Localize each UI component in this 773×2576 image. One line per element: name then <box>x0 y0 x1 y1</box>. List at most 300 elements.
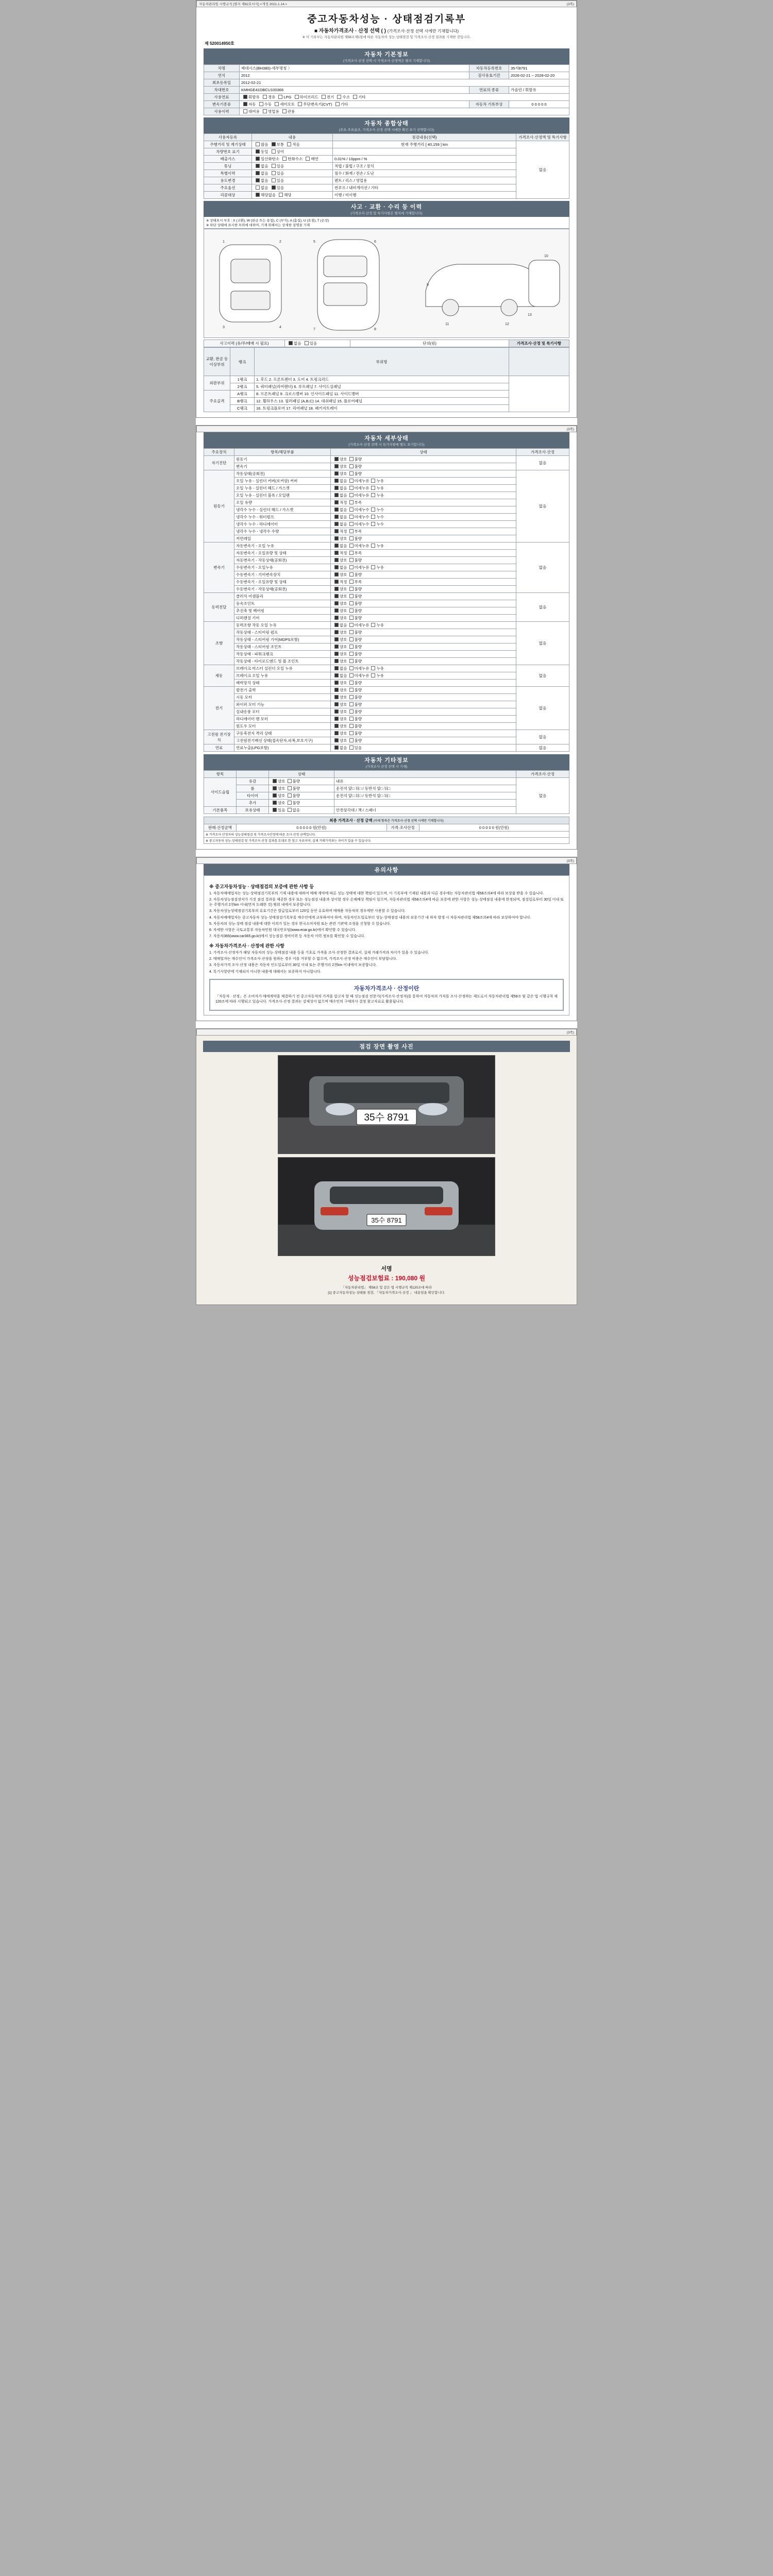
section-detail-band <box>204 432 569 448</box>
opt-none[interactable]: 없음 <box>254 178 268 183</box>
row-opts-mileage[interactable] <box>252 141 333 148</box>
detail-group-4: 조향 <box>204 622 234 665</box>
final-price-label-2: 가격·조사산정 <box>386 824 419 832</box>
table-row <box>204 694 569 701</box>
detail-item-options[interactable] <box>331 730 516 737</box>
row-label-recall: 리콜대상 <box>204 192 252 199</box>
other-item-label: 추가 <box>237 800 269 807</box>
detail-option-0[interactable]: 없음 <box>332 522 347 527</box>
other-col-1: 상태 <box>269 771 334 778</box>
table-row <box>204 192 569 199</box>
other-option-0[interactable]: 양호 <box>271 779 285 784</box>
detail-option-0[interactable]: 양호 <box>332 464 347 469</box>
other-item-options[interactable] <box>269 778 334 785</box>
field-value-year: 2012 <box>240 72 469 79</box>
detail-item-options[interactable] <box>331 694 516 701</box>
other-option-1[interactable]: 불량 <box>285 786 300 791</box>
detail-group-1: 원동기 <box>204 470 234 543</box>
detail-option-1[interactable]: 불량 <box>347 659 362 664</box>
other-option-0[interactable]: 양호 <box>271 801 285 805</box>
detail-item-options[interactable] <box>331 658 516 665</box>
row-opts-special[interactable] <box>252 170 333 177</box>
detail-option-0[interactable]: 없음 <box>332 493 347 498</box>
opt-yes[interactable]: 있음 <box>270 171 284 176</box>
section-other-band <box>204 754 569 770</box>
detail-item-label: 수동변속기 - 오일유량 및 상태 <box>234 579 331 586</box>
table-row <box>204 156 569 163</box>
other-item-label: 보유상태 <box>237 807 269 814</box>
notice-para2: 4. 특기사항란에 기재되지 아니한 내용에 대해서는 보증하지 아니합니다. <box>209 970 322 974</box>
detail-item-options[interactable] <box>331 485 516 492</box>
table-row <box>204 708 569 716</box>
detail-option-1[interactable]: 미세누유 <box>347 666 369 671</box>
detail-option-1[interactable]: 미세누수 <box>347 522 369 527</box>
fuel-option-0[interactable]: 휘발유 <box>241 95 260 99</box>
opt-yes[interactable]: 있음 <box>270 185 284 190</box>
detail-option-0[interactable]: 양호 <box>332 695 347 700</box>
detail-option-1[interactable]: 불량 <box>347 731 362 736</box>
detail-option-0[interactable]: 없음 <box>332 673 347 678</box>
detail-option-0[interactable]: 양호 <box>332 637 347 642</box>
row-mid-recall: 이행 / 미이행 <box>333 192 516 199</box>
detail-option-2[interactable]: 누유 <box>369 623 384 628</box>
detail-option-1[interactable]: 불량 <box>347 457 362 462</box>
detail-option-1[interactable]: 불량 <box>347 652 362 656</box>
detail-item-options[interactable] <box>331 600 516 607</box>
detail-option-0[interactable]: 적정 <box>332 500 347 505</box>
notice-para: 5. 자동차의 성능·상태 점검 내용에 대한 이의가 있는 경우 한국소비자원 또는 관련 기관에 조정을 신청할 수 있습니다. <box>209 922 391 926</box>
acc-opt-yes[interactable]: 있음 <box>303 341 317 346</box>
table-row <box>204 744 569 752</box>
detail-item-options[interactable] <box>331 701 516 708</box>
table-row <box>204 607 569 615</box>
col-head-1: 내용 <box>252 134 333 141</box>
table-row <box>204 543 569 550</box>
other-item-options[interactable] <box>269 800 334 807</box>
svg-text:2: 2 <box>279 240 281 244</box>
detail-option-0[interactable]: 양호 <box>332 536 347 541</box>
table-row <box>204 177 569 184</box>
detail-option-1[interactable]: 불량 <box>347 724 362 728</box>
opt-smoke[interactable]: 매연 <box>304 157 318 161</box>
detail-option-1[interactable]: 불량 <box>347 688 362 692</box>
detail-option-0[interactable]: 양호 <box>332 645 347 649</box>
detail-option-0[interactable]: 양호 <box>332 587 347 591</box>
detail-option-1[interactable]: 부족 <box>347 500 362 505</box>
detail-option-2[interactable]: 누수 <box>369 515 384 519</box>
detail-option-0[interactable]: 없음 <box>332 565 347 570</box>
table-row <box>204 737 569 744</box>
detail-item-label: 냉각수 누수 - 실린더 헤드 / 가스켓 <box>234 506 331 514</box>
page-title: 중고자동차성능 · 상태점검기록부 <box>307 14 466 25</box>
detail-option-0[interactable]: 양호 <box>332 717 347 721</box>
table-row <box>204 564 569 571</box>
table-row <box>204 785 569 792</box>
detail-item-options[interactable] <box>331 607 516 615</box>
other-option-1[interactable]: 불량 <box>285 801 300 805</box>
detail-item-label: 냉각수 누수 - 라디에이터 <box>234 521 331 528</box>
detail-item-options[interactable] <box>331 615 516 622</box>
detail-item-label: 발전기 출력 <box>234 687 331 694</box>
detail-item-options[interactable] <box>331 629 516 636</box>
opt-none[interactable]: 없음 <box>254 171 268 176</box>
field-value-platenumber: 35서8791 <box>509 65 569 72</box>
parts-detail-header: 부위명 <box>255 348 509 376</box>
detail-option-0[interactable]: 없음 <box>332 666 347 671</box>
trans-option-3[interactable]: 무단변속기(CVT) <box>296 102 332 107</box>
detail-option-1[interactable]: 있음 <box>347 745 362 750</box>
detail-option-0[interactable]: 양호 <box>332 659 347 664</box>
detail-option-1[interactable]: 미세누유 <box>347 486 369 490</box>
detail-item-options[interactable] <box>331 543 516 550</box>
detail-option-0[interactable]: 양호 <box>332 457 347 462</box>
detail-group-note: 없음 <box>516 665 569 687</box>
other-option-1[interactable]: 불량 <box>285 793 300 798</box>
field-label-platenumber: 자동차등록번호 <box>469 65 509 72</box>
detail-option-0[interactable]: 없음 <box>332 479 347 483</box>
detail-item-options[interactable] <box>331 470 516 478</box>
trans-option-2[interactable]: 세미오토 <box>273 102 295 107</box>
notice-heading-1: ※ 중고자동차성능 · 상태점검의 보증에 관한 사항 등 <box>209 884 314 889</box>
detail-item-options[interactable] <box>331 492 516 499</box>
detail-item-options[interactable] <box>331 593 516 600</box>
detail-option-1[interactable]: 불량 <box>347 645 362 649</box>
detail-option-1[interactable]: 불량 <box>347 630 362 635</box>
acc-opt-none[interactable]: 없음 <box>287 341 301 346</box>
detail-item-label: 구동축전지 격리 상태 <box>234 730 331 737</box>
detail-item-options[interactable] <box>331 723 516 730</box>
detail-group-2: 변속기 <box>204 543 234 593</box>
detail-option-0[interactable]: 양호 <box>332 471 347 476</box>
other-item-options[interactable] <box>269 785 334 792</box>
table-row <box>204 807 569 814</box>
detail-item-options[interactable] <box>331 672 516 680</box>
detail-item-label: 동력조향 작동 오일 누유 <box>234 622 331 629</box>
detail-item-label: 냉각수 누수 - 워터펌프 <box>234 514 331 521</box>
detail-option-0[interactable]: 적정 <box>332 529 347 534</box>
fuel-option-2[interactable]: LPG <box>276 95 291 99</box>
detail-option-1[interactable]: 부족 <box>347 580 362 584</box>
other-option-0[interactable]: 양호 <box>271 793 285 798</box>
sheet-4 <box>196 1028 577 1306</box>
detail-item-options[interactable] <box>331 579 516 586</box>
svg-text:7: 7 <box>313 328 315 331</box>
detail-option-1[interactable]: 미세누수 <box>347 507 369 512</box>
detail-group-0: 자기진단 <box>204 456 234 470</box>
detail-option-1[interactable]: 불량 <box>347 709 362 714</box>
detail-option-1[interactable]: 미세누수 <box>347 515 369 519</box>
row-opts-options[interactable] <box>252 184 333 192</box>
accident-label: 사고이력 (유/무/매매 시 필요) <box>204 340 285 347</box>
parts-group-frame: 주요골격 <box>204 391 230 412</box>
detail-option-0[interactable]: 양호 <box>332 688 347 692</box>
detail-option-1[interactable]: 불량 <box>347 695 362 700</box>
row-mid-emission: 0.01% / 10ppm / % <box>333 156 516 163</box>
detail-item-label: 실내송풍 모터 <box>234 708 331 716</box>
detail-item-options[interactable] <box>331 521 516 528</box>
detail-option-0[interactable]: 없음 <box>332 507 347 512</box>
detail-item-options[interactable] <box>331 651 516 658</box>
detail-item-options[interactable] <box>331 463 516 470</box>
table-row <box>204 141 569 148</box>
svg-text:9: 9 <box>427 283 429 287</box>
detail-option-0[interactable]: 없음 <box>332 745 347 750</box>
usage-option-0[interactable]: 대여용 <box>241 109 260 114</box>
detail-group-3: 동력전달 <box>204 593 234 622</box>
detail-option-0[interactable]: 적정 <box>332 551 347 555</box>
detail-option-1[interactable]: 불량 <box>347 601 362 606</box>
detail-option-2[interactable]: 누유 <box>369 565 384 570</box>
opt-co[interactable]: 일산화탄소 <box>254 157 279 161</box>
detail-group-7: 고전원 전기장치 <box>204 730 234 744</box>
detail-option-1[interactable]: 미세누유 <box>347 673 369 678</box>
detail-option-2[interactable]: 누유 <box>369 544 384 548</box>
trans-option-0[interactable]: 자동 <box>241 102 256 107</box>
detail-option-0[interactable]: 양호 <box>332 558 347 563</box>
table-row <box>204 163 569 170</box>
field-label-usage: 사용이력 <box>204 108 240 115</box>
detail-option-1[interactable]: 불량 <box>347 594 362 599</box>
detail-item-options[interactable] <box>331 528 516 535</box>
detail-item-label: 변속기 <box>234 463 331 470</box>
table-row <box>204 557 569 564</box>
fuel-option-3[interactable]: 하이브리드 <box>293 95 318 99</box>
detail-item-options[interactable] <box>331 716 516 723</box>
detail-item-options[interactable] <box>331 586 516 593</box>
detail-option-1[interactable]: 불량 <box>347 616 362 620</box>
detail-item-options[interactable] <box>331 499 516 506</box>
detail-option-2[interactable]: 누유 <box>369 486 384 490</box>
trans-option-1[interactable]: 수동 <box>257 102 272 107</box>
detail-option-1[interactable]: 미세누유 <box>347 479 369 483</box>
parts-rank-2: 2랭크 <box>230 383 255 391</box>
fuel-option-4[interactable]: 전기 <box>320 95 334 99</box>
accident-options[interactable] <box>285 340 350 347</box>
detail-group-note: 없음 <box>516 543 569 593</box>
final-price-note-1: ※ 가격조사·산정자의 성능상태점검 및 가격조사산정에 따른 조사·산정 금액입니다. <box>204 832 569 838</box>
field-label-carname: 차명 <box>204 65 240 72</box>
detail-option-0[interactable]: 없음 <box>332 515 347 519</box>
fuel-option-1[interactable]: 경유 <box>261 95 276 99</box>
detail-option-1[interactable]: 미세누유 <box>347 565 369 570</box>
sheet-2 <box>196 425 577 850</box>
table-row <box>204 687 569 694</box>
detail-item-options[interactable] <box>331 506 516 514</box>
opt-na[interactable]: 해당없음 <box>254 193 276 197</box>
document-number <box>204 39 569 48</box>
car-damage-diagram <box>204 229 569 338</box>
detail-option-0[interactable]: 양호 <box>332 702 347 707</box>
detail-option-0[interactable]: 양호 <box>332 681 347 685</box>
detail-option-1[interactable]: 부족 <box>347 551 362 555</box>
detail-option-1[interactable]: 불량 <box>347 681 362 685</box>
detail-option-0[interactable]: 양호 <box>332 630 347 635</box>
row-opts-tuning[interactable] <box>252 163 333 170</box>
other-option-0[interactable]: 있음 <box>271 808 285 812</box>
table-row <box>204 701 569 708</box>
svg-text:3: 3 <box>223 326 225 329</box>
row-opts-plate[interactable] <box>252 148 333 156</box>
detail-option-1[interactable]: 미세누유 <box>347 544 369 548</box>
detail-option-2[interactable]: 누유 <box>369 666 384 671</box>
final-price-unit-1: 0 0 0 0 0 원(만원) <box>237 824 387 832</box>
definition-box <box>209 979 564 1011</box>
parts-text-4: 12. 휠하우스 13. 필러패널 (A,B,C) 14. 대쉬패널 15. 플로어패널 <box>255 398 509 405</box>
opt-many[interactable]: 많음 <box>254 142 268 147</box>
opt-diff[interactable]: 상이 <box>270 149 284 154</box>
section-detail-title: 자동차 세부상태 <box>364 435 409 442</box>
row-label-plate: 차량번호 표기 <box>204 148 252 156</box>
opt-normal[interactable]: 보통 <box>270 142 284 147</box>
field-value-fueltype: 가솔린 / 휘발유 <box>509 87 569 94</box>
parts-rank-header: 랭크 <box>230 348 255 376</box>
detail-option-1[interactable]: 불량 <box>347 637 362 642</box>
svg-text:8: 8 <box>374 328 376 331</box>
final-price-note-2: ※ 중고자동차 성능·상태점검 및 가격조사·산정 결과를 토대로 한 참고 자료이며, 실제 거래가격과는 차이가 있을 수 있습니다. <box>204 838 569 844</box>
detail-item-options[interactable] <box>331 571 516 579</box>
other-item-options[interactable] <box>269 792 334 800</box>
plate-text-front: 35수 8791 <box>364 1112 409 1123</box>
trans-option-4[interactable]: 기타 <box>333 102 348 107</box>
detail-item-label: 자동변속기 - 오일유량 및 상태 <box>234 550 331 557</box>
detail-option-0[interactable]: 양호 <box>332 731 347 736</box>
form-header-right-2: (3쪽) <box>566 428 574 431</box>
opt-yes[interactable]: 있음 <box>270 164 284 168</box>
detail-option-1[interactable]: 불량 <box>347 572 362 577</box>
section-accident-sub: (가격조사·산정 및 특기사항은 별지에 기재합니다) <box>350 212 423 215</box>
usage-option-2[interactable]: 관용 <box>280 109 295 114</box>
section-overall-title: 자동차 종합상태 <box>364 121 409 127</box>
detail-option-0[interactable]: 양호 <box>332 601 347 606</box>
row-mid-usechange: 렌트 / 리스 / 영업용 <box>333 177 516 184</box>
opt-none[interactable]: 없음 <box>254 164 268 168</box>
detail-option-1[interactable]: 미세누유 <box>347 623 369 628</box>
detail-option-0[interactable]: 양호 <box>332 572 347 577</box>
detail-option-0[interactable]: 양호 <box>332 724 347 728</box>
detail-option-1[interactable]: 불량 <box>347 464 362 469</box>
detail-item-options[interactable] <box>331 708 516 716</box>
detail-item-options[interactable] <box>331 622 516 629</box>
table-row <box>204 593 569 600</box>
detail-option-2[interactable]: 누유 <box>369 493 384 498</box>
opt-same[interactable]: 동일 <box>254 149 268 154</box>
row-opts-emission[interactable] <box>252 156 333 163</box>
detail-option-1[interactable]: 불량 <box>347 536 362 541</box>
detail-item-options[interactable] <box>331 680 516 687</box>
detail-option-0[interactable]: 없음 <box>332 544 347 548</box>
notice-heading-2: ※ 자동차가격조사 · 산정에 관한 사항 <box>209 943 284 949</box>
detail-item-options[interactable] <box>331 456 516 463</box>
other-item-label: 유감 <box>237 778 269 785</box>
detail-item-options[interactable] <box>331 550 516 557</box>
detail-option-1[interactable]: 미세누유 <box>347 493 369 498</box>
detail-option-1[interactable]: 불량 <box>347 717 362 721</box>
usage-option-1[interactable]: 영업용 <box>261 109 279 114</box>
opt-yes[interactable]: 있음 <box>270 178 284 183</box>
detail-option-0[interactable]: 양호 <box>332 652 347 656</box>
detail-option-2[interactable]: 누유 <box>369 673 384 678</box>
detail-option-1[interactable]: 불량 <box>347 608 362 613</box>
parts-header: 교환, 판금 등 이상부위 <box>204 348 230 376</box>
row-mid-mileage: 현재 주행거리 [ 40,159 ] km <box>333 141 516 148</box>
detail-item-options[interactable] <box>331 557 516 564</box>
detail-option-1[interactable]: 불량 <box>347 558 362 563</box>
other-item-label: 타이어 <box>237 792 269 800</box>
detail-group-note: 없음 <box>516 744 569 752</box>
detail-option-0[interactable]: 없음 <box>332 486 347 490</box>
detail-item-options[interactable] <box>331 564 516 571</box>
opt-hc[interactable]: 탄화수소 <box>280 157 303 161</box>
row-opts-usechange[interactable] <box>252 177 333 184</box>
detail-item-options[interactable] <box>331 737 516 744</box>
detail-item-options[interactable] <box>331 643 516 651</box>
table-row <box>204 550 569 557</box>
detail-col-0: 주요장치 <box>204 449 234 456</box>
detail-option-0[interactable]: 양호 <box>332 738 347 743</box>
svg-text:11: 11 <box>445 323 449 326</box>
detail-item-options[interactable] <box>331 478 516 485</box>
field-label-transmission: 변속기종류 <box>204 101 240 108</box>
detail-item-options[interactable] <box>331 665 516 672</box>
detail-option-0[interactable]: 없음 <box>332 623 347 628</box>
detail-item-label: 시동 모터 <box>234 694 331 701</box>
other-option-0[interactable]: 양호 <box>271 786 285 791</box>
detail-item-options[interactable] <box>331 535 516 543</box>
detail-option-1[interactable]: 불량 <box>347 702 362 707</box>
opt-none[interactable]: 없음 <box>254 185 268 190</box>
detail-item-options[interactable] <box>331 636 516 643</box>
parts-text-2: 5. 쿼터패널(리어펜더) 6. 루프패널 7. 사이드실패널 <box>255 383 509 391</box>
other-col-1b <box>334 771 516 778</box>
section-overall-band <box>204 117 569 133</box>
detail-item-label: 와이퍼 모터 기능 <box>234 701 331 708</box>
table-row <box>204 672 569 680</box>
field-label-vin: 차대번호 <box>204 87 240 94</box>
other-item-detail <box>334 800 516 807</box>
opt-few[interactable]: 적음 <box>285 142 300 147</box>
document-page <box>196 0 577 1305</box>
detail-option-2[interactable]: 누수 <box>369 507 384 512</box>
fuel-option-5[interactable]: 수소 <box>335 95 350 99</box>
detail-item-options[interactable] <box>331 744 516 752</box>
detail-option-1[interactable]: 불량 <box>347 471 362 476</box>
row-opts-recall[interactable] <box>252 192 333 199</box>
notice-para2: 2. 매매업자는 매수인이 가격조사·산정을 원하는 경우 이를 거부할 수 없으며, 가격조사·산정 비용은 매수인이 부담합니다. <box>209 957 397 961</box>
table-row <box>204 456 569 463</box>
detail-option-2[interactable]: 누수 <box>369 522 384 527</box>
detail-option-0[interactable]: 적정 <box>332 580 347 584</box>
detail-option-0[interactable]: 양호 <box>332 709 347 714</box>
detail-option-0[interactable]: 양호 <box>332 608 347 613</box>
detail-item-options[interactable] <box>331 514 516 521</box>
opt-applicable[interactable]: 해당 <box>277 193 292 197</box>
detail-option-1[interactable]: 불량 <box>347 738 362 743</box>
detail-option-0[interactable]: 양호 <box>332 616 347 620</box>
detail-item-options[interactable] <box>331 687 516 694</box>
detail-item-label: 오일 유량 <box>234 499 331 506</box>
table-row <box>204 665 569 672</box>
detail-option-1[interactable]: 부족 <box>347 529 362 534</box>
detail-option-0[interactable]: 양호 <box>332 594 347 599</box>
form-header-right-4: (3쪽) <box>566 1030 574 1035</box>
fuel-option-6[interactable]: 기타 <box>351 95 366 99</box>
other-option-1[interactable]: 없음 <box>285 808 300 812</box>
detail-option-2[interactable]: 누유 <box>369 479 384 483</box>
other-option-1[interactable]: 불량 <box>285 779 300 784</box>
detail-option-1[interactable]: 불량 <box>347 587 362 591</box>
detail-item-label: 오일 누유 - 실린더 커버(로커암) 커버 <box>234 478 331 485</box>
other-item-options[interactable] <box>269 807 334 814</box>
